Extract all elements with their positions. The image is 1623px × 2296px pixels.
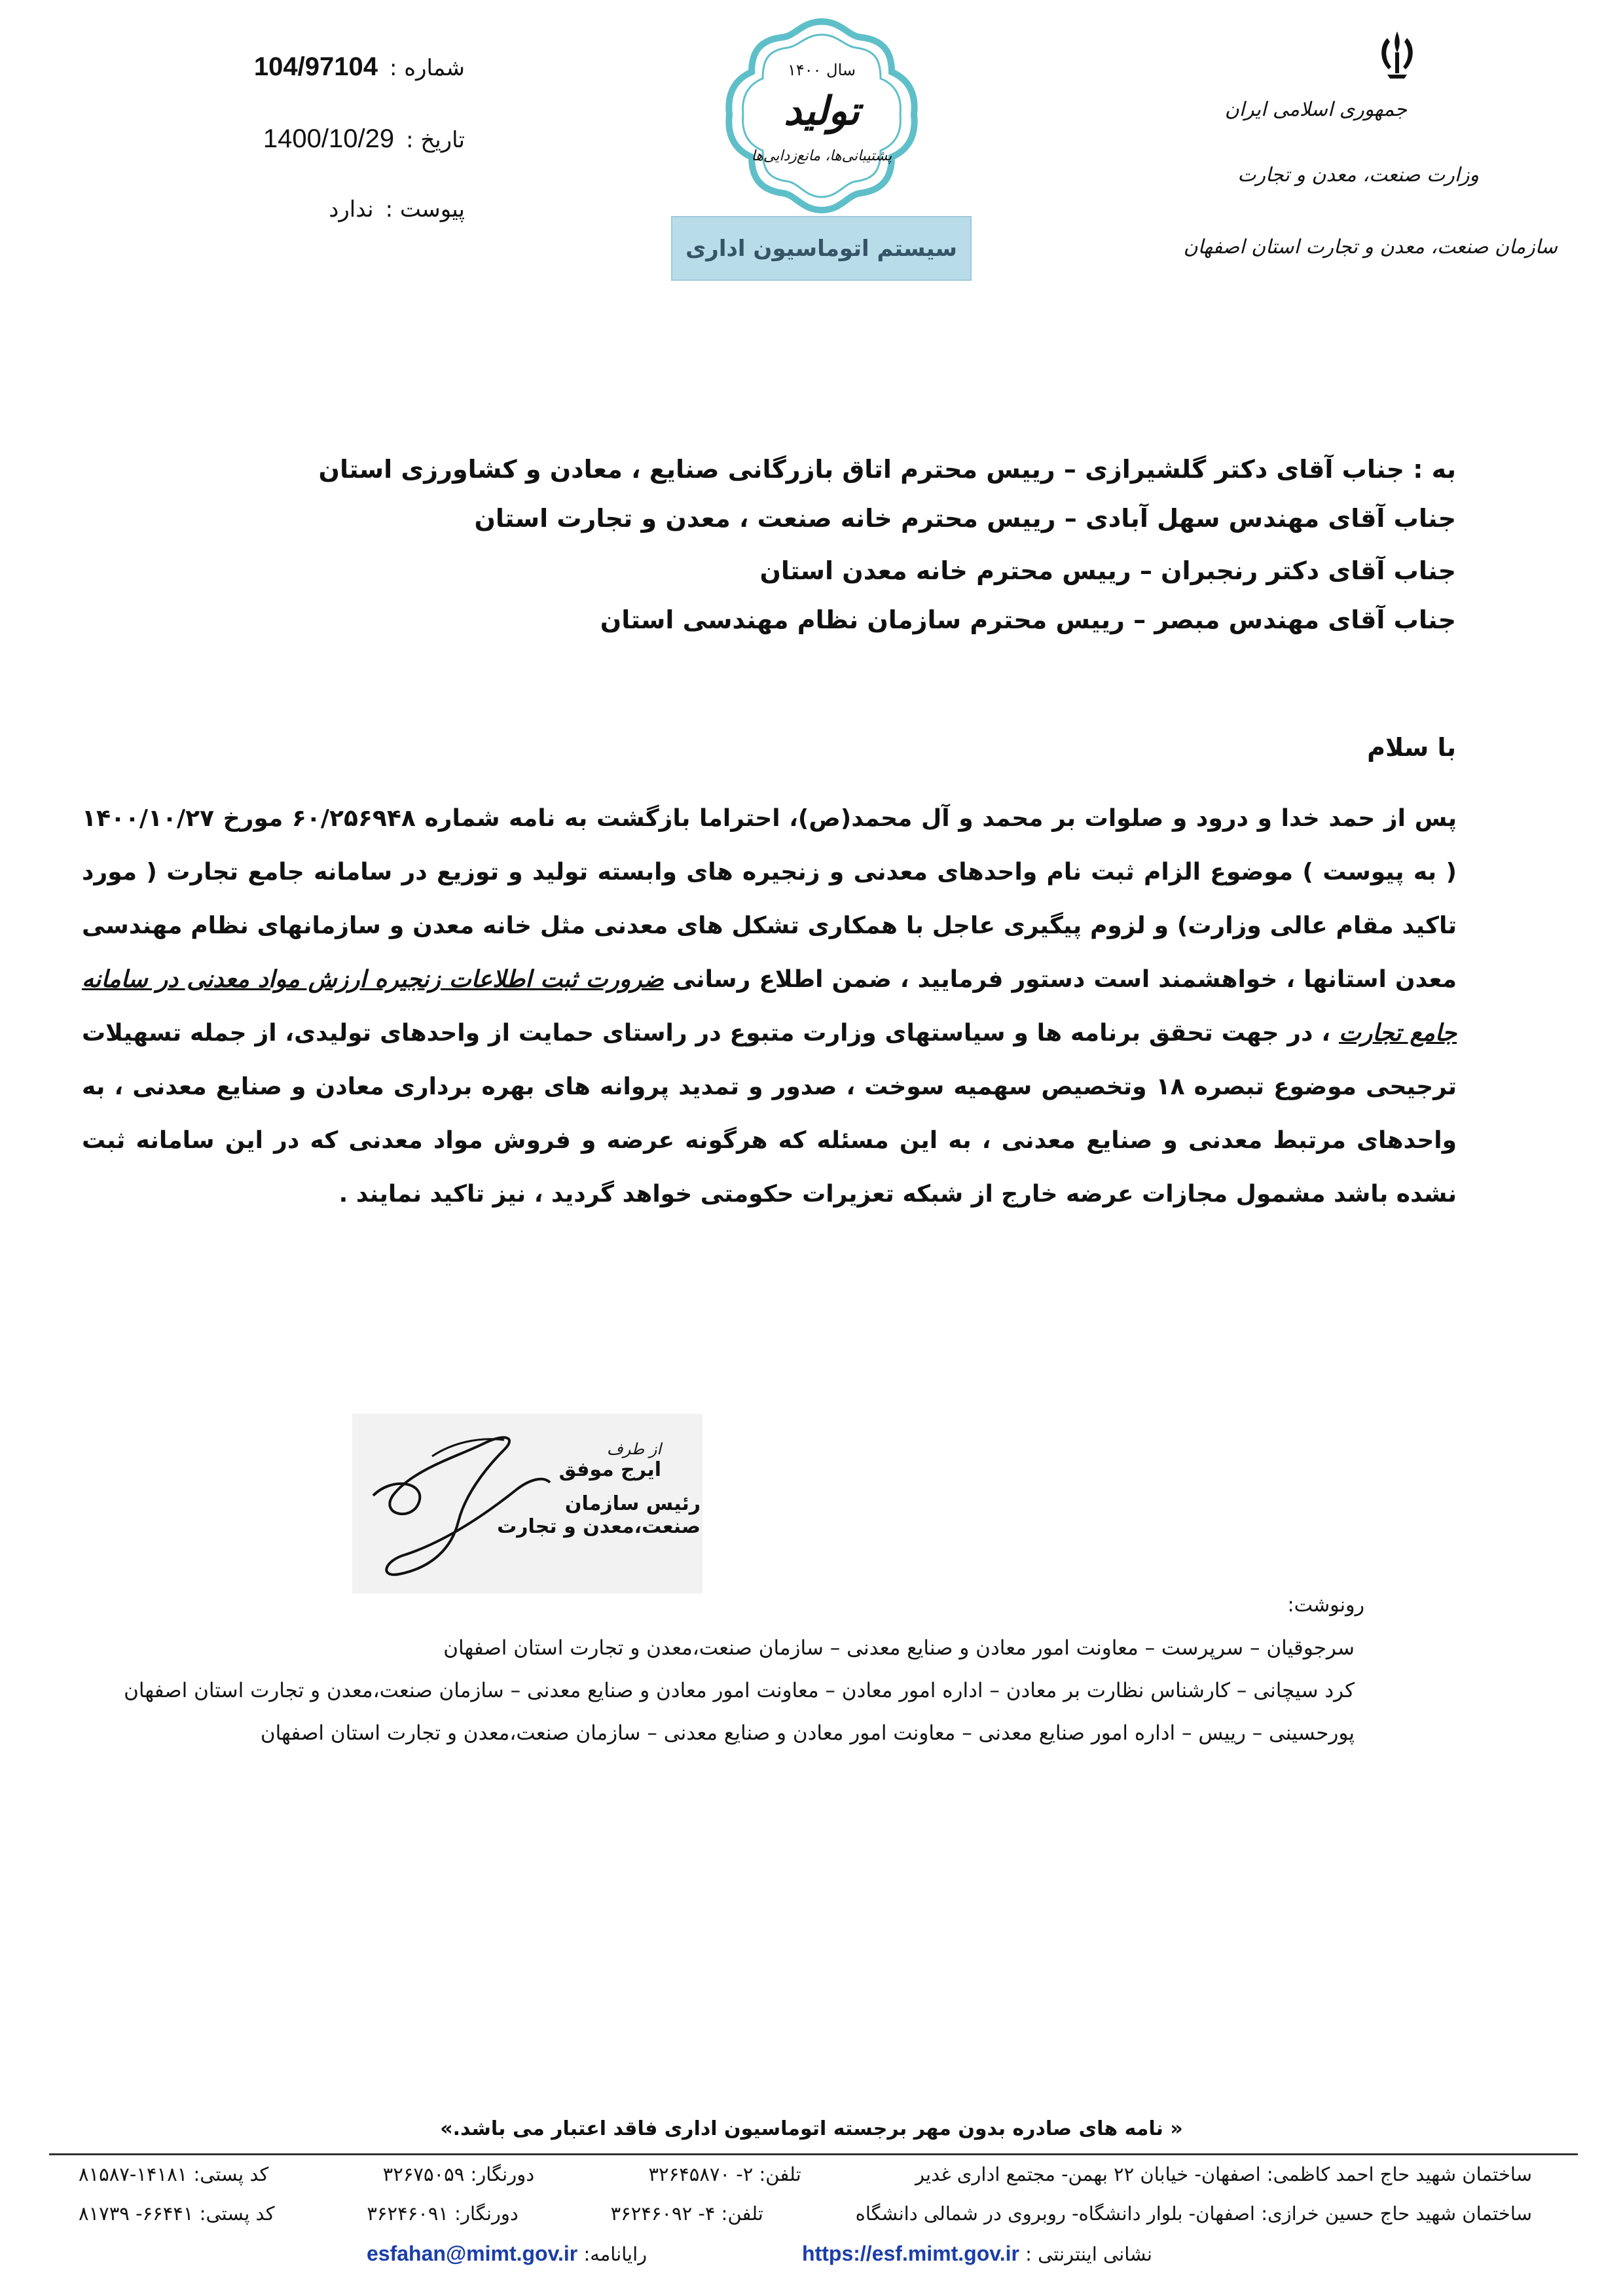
recipient-line: جناب آقای دکتر رنجبران – ریيس محترم خانه معدن استان	[759, 556, 1456, 585]
letter-number-row	[177, 52, 465, 82]
copy-recipient: پورحسینی – رییس – اداره امور صنایع معدنی – معاونت امور معادن و صنایع معدنی – سازمان صنعت،معدن و تجارت استان اصفهان	[260, 1721, 1355, 1745]
recipient-line: جناب آقای مهندس سهل آبادی – ریيس محترم خانه صنعت ، معدن و تجارت استان	[474, 504, 1456, 533]
signatory-role: رئیس سازمان صنعت،معدن و تجارت	[497, 1492, 701, 1538]
footer-website-label: نشانی اینترنتی :	[1025, 2243, 1152, 2265]
footer-phone: تلفن: ۲- ۳۲۶۴۵۸۷۰	[648, 2163, 801, 2185]
copy-recipient: سرجوقیان – سرپرست – معاونت امور معادن و صنایع معدنی – سازمان صنعت،معدن و تجارت استان اصفهان	[443, 1636, 1355, 1660]
letter-date-value: 1400/10/29	[263, 124, 395, 153]
footer-address: ساختمان شهید حاج حسین خرازی: اصفهان- بلوار دانشگاه- روبروی در شمالی دانشگاه	[855, 2202, 1532, 2225]
org-line-ministry: وزارت صنعت، معدن و تجارت	[1237, 164, 1479, 187]
footer-validity-note: « نامه های صادره بدون مهر برجسته اتوماسیون اداری فاقد اعتبار می باشد.»	[440, 2117, 1183, 2140]
iran-emblem-icon	[1368, 26, 1427, 85]
copy-recipient: کرد سیچانی – کارشناس نظارت بر معادن – اداره امور معادن – معاونت امور معادن و صنایع معدنی – سازمان صنعت،معدن و تجارت استان اصفهان	[124, 1679, 1355, 1702]
letter-date-row	[210, 124, 465, 154]
footer-contact-line	[367, 2242, 1152, 2266]
body-part-2: ، در جهت تحقق برنامه ها و سیاستهای وزارت متبوع در راستای حمایت از واحدهای تولیدی، از جمله تسهیلات ترجیحی موضوع تبصره ۱۸ وتخصیص سهمیه سوخت ، صدور و تمدید پروانه های بهره برداری معادن و صنایع معدنی ، به واحدهای مرتبط معدنی و صنایع معدنی ، به این مسئله که هرگونه عرضه و فروش مواد معدنی که در این سامانه ثبت نشده باشد مشمول مجازات عرضه خارج از شبکه تعزیرات حکومتی خواهد گردید ، نیز تاکید نمایند .	[82, 1020, 1457, 1208]
automation-system-label: سیستم اتوماسیون اداری	[671, 216, 972, 281]
letter-attachment-row	[308, 196, 465, 223]
footer-postal: کد پستی: ۱۴۱۸۱-۸۱۵۸۷	[79, 2163, 269, 2185]
org-line-republic: جمهوری اسلامی ایران	[1224, 98, 1407, 121]
body-opening: پس از حمد خدا و درود و صلوات بر محمد و آل محمد(ص)،	[789, 805, 1457, 832]
footer-email-link[interactable]: esfahan@mimt.gov.ir	[367, 2242, 578, 2265]
salutation: با سلام	[1367, 733, 1456, 762]
recipient-line: جناب آقای مهندس مبصر – ریيس محترم سازمان نظام مهندسی استان	[600, 605, 1456, 634]
footer-email-group	[367, 2242, 647, 2266]
footer-website-link[interactable]: https://esf.mimt.gov.ir	[802, 2242, 1019, 2265]
footer-website-group	[802, 2242, 1152, 2266]
footer-postal: کد پستی: ۶۶۴۴۱- ۸۱۷۳۹	[79, 2202, 275, 2225]
footer-email-label: رایانامه:	[583, 2243, 647, 2265]
slogan-year: سال ۱۴۰۰	[787, 61, 856, 79]
letter-attachment-label: پیوست :	[385, 196, 465, 223]
letter-number-value: 104/97104	[253, 52, 378, 81]
letter-attachment-value: ندارد	[329, 196, 374, 223]
footer-divider	[49, 2153, 1578, 2155]
footer-address-line-1	[79, 2163, 1532, 2185]
recipient-line: به : جناب آقای دکتر گلشیرازی – ریيس محترم اتاق بازرگانی صنایع ، معادن و کشاورزی استان	[318, 455, 1456, 484]
footer-address: ساختمان شهید حاج احمد کاظمی: اصفهان- خیابان ۲۲ بهمن- مجتمع اداری غدیر	[915, 2163, 1532, 2185]
signature-on-behalf: از طرف	[606, 1440, 661, 1458]
signatory-name	[471, 1440, 661, 1481]
footer-address-line-2	[79, 2202, 1532, 2225]
footer-fax: دورنگار: ۳۶۲۴۶۰۹۱	[367, 2202, 519, 2225]
letter-body	[82, 792, 1457, 1221]
letter-number-label: شماره :	[390, 55, 465, 81]
slogan-subtitle: پشتیبانی‌ها، مانع‌زدایی‌ها	[751, 148, 892, 164]
footer-phone: تلفن: ۴- ۳۶۲۴۶۰۹۲	[610, 2202, 763, 2225]
body-emphasis: ضرورت ثبت اطلاعات زنجیره ارزش مواد معدنی در سامانه جامع تجارت	[82, 966, 1457, 1047]
org-line-province: سازمان صنعت، معدن و تجارت استان اصفهان	[1183, 236, 1558, 259]
signatory-name-text: ایرج موفق	[558, 1458, 661, 1481]
body-part-1: احتراما بازگشت به نامه شماره ۶۰/۲۵۶۹۴۸ مورخ ۱۴۰۰/۱۰/۲۷ ( به پیوست ) موضوع الزام ثبت نام واحدهای معدنی و زنجیره های وابسته تولید و توزیع در سامانه جامع تجارت ( مورد تاکید مقام عالی وزارت) و لزوم پیگیری عاجل با همکاری تشکل های معدنی مثل خانه معدن و سازمانهای نظام مهندسی معدن استانها ، خواهشمند است دستور فرمایید ، ضمن اطلاع رسانی	[82, 805, 1457, 993]
slogan-title: تولید	[784, 88, 860, 134]
letter-date-label: تاریخ :	[406, 127, 465, 153]
copies-title: رونوشت:	[1287, 1594, 1364, 1617]
footer-fax: دورنگار: ۳۲۶۷۵۰۵۹	[382, 2163, 535, 2185]
slogan-badge	[720, 16, 923, 216]
